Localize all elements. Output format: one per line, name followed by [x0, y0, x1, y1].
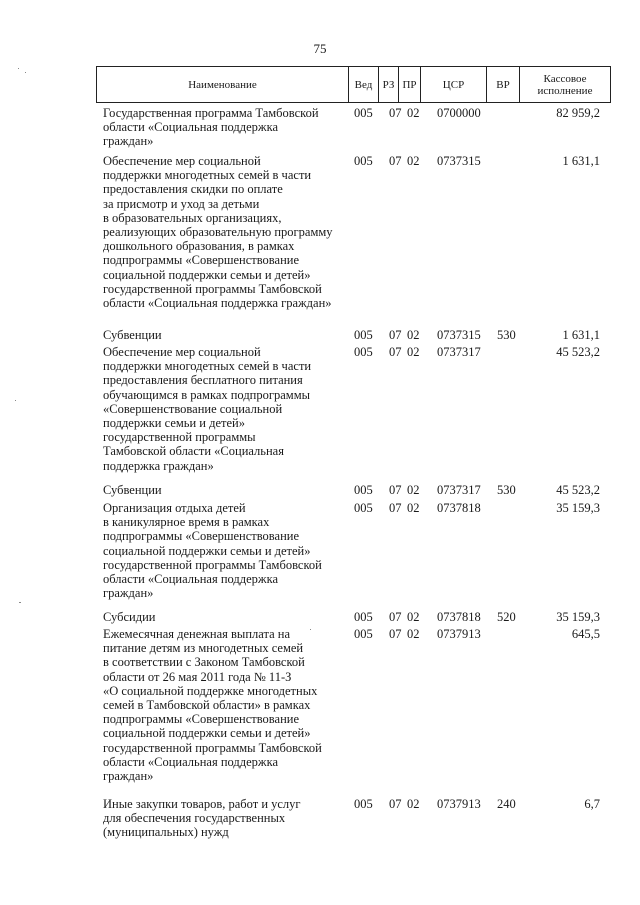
row-name: Субсидии	[103, 610, 156, 624]
row-ved: 005	[354, 627, 373, 641]
row-vr: 240	[497, 797, 516, 811]
header-kassovoe: Кассовое исполнение	[519, 67, 610, 102]
header-vr: ВР	[486, 67, 519, 102]
row-pr: 02	[407, 345, 420, 359]
row-ved: 005	[354, 345, 373, 359]
row-ved: 005	[354, 154, 373, 168]
row-name: Государственная программа Тамбовской области «Социальная поддержка граждан»	[103, 106, 319, 149]
row-vr: 520	[497, 610, 516, 624]
scan-speck	[25, 72, 26, 73]
row-amount: 1 631,1	[562, 154, 600, 168]
row-rz: 07	[389, 154, 402, 168]
row-vr: 530	[497, 328, 516, 342]
row-rz: 07	[389, 345, 402, 359]
row-rz: 07	[389, 501, 402, 515]
header-name: Наименование	[188, 78, 257, 91]
row-ved: 005	[354, 797, 373, 811]
row-name: Субвенции	[103, 328, 162, 342]
row-pr: 02	[407, 627, 420, 641]
row-csr: 0737315	[437, 328, 481, 342]
row-rz: 07	[389, 797, 402, 811]
row-amount: 82 959,2	[556, 106, 600, 120]
header-rz: РЗ	[378, 67, 398, 102]
row-amount: 35 159,3	[556, 610, 600, 624]
page-number: 75	[313, 41, 327, 56]
row-pr: 02	[407, 501, 420, 515]
row-name: Ежемесячная денежная выплата на питание детям из многодетных семей в соответствии с Законом Тамбовской области от 26 мая 2011 года № 11-З «О социальной поддержке многодетных семей в Тамбовской области» в рамках подпрограммы «Совершенствование социальной поддержки семьи и детей» государственной программы Тамбовской области «Социальная поддержка граждан»	[103, 627, 322, 784]
row-csr: 0737317	[437, 345, 481, 359]
row-name: Обеспечение мер социальной поддержки многодетных семей в части предоставления бесплатного питания обучающимся в рамках подпрограммы «Совершенствование социальной поддержки семьи и детей» государственной программы Тамбовской области «Социальная поддержка граждан»	[103, 345, 312, 473]
row-ved: 005	[354, 501, 373, 515]
row-amount: 35 159,3	[556, 501, 600, 515]
row-rz: 07	[389, 627, 402, 641]
table-header	[96, 66, 611, 103]
row-amount: 645,5	[571, 627, 600, 641]
row-vr: 530	[497, 483, 516, 497]
row-csr: 0737317	[437, 483, 481, 497]
row-amount: 45 523,2	[556, 345, 600, 359]
scan-speck	[18, 68, 19, 69]
row-csr: 0737315	[437, 154, 481, 168]
row-rz: 07	[389, 483, 402, 497]
scan-speck	[15, 400, 16, 401]
row-name: Обеспечение мер социальной поддержки многодетных семей в части предоставления скидки по оплате за присмотр и уход за детьми в образовательных организациях, реализующих образовательную программу дошкольного образования, в рамках подпрограммы «Совершенствование социальной поддержки семьи и детей» государственной программы Тамбовской области «Социальная поддержка граждан»	[103, 154, 333, 311]
row-ved: 005	[354, 483, 373, 497]
row-amount: 45 523,2	[556, 483, 600, 497]
header-ved: Вед	[348, 67, 378, 102]
scan-speck	[310, 629, 311, 630]
row-pr: 02	[407, 154, 420, 168]
row-amount: 6,7	[584, 797, 600, 811]
row-pr: 02	[407, 106, 420, 120]
row-pr: 02	[407, 610, 420, 624]
row-pr: 02	[407, 797, 420, 811]
row-pr: 02	[407, 483, 420, 497]
row-name: Субвенции	[103, 483, 162, 497]
row-ved: 005	[354, 106, 373, 120]
row-csr: 0737818	[437, 610, 481, 624]
row-csr: 0737818	[437, 501, 481, 515]
row-csr: 0737913	[437, 627, 481, 641]
row-csr: 0737913	[437, 797, 481, 811]
scan-speck	[19, 602, 21, 603]
row-rz: 07	[389, 106, 402, 120]
row-ved: 005	[354, 328, 373, 342]
row-pr: 02	[407, 328, 420, 342]
row-name: Иные закупки товаров, работ и услуг для обеспечения государственных (муниципальных) нужд	[103, 797, 301, 840]
row-rz: 07	[389, 328, 402, 342]
header-csr: ЦСР	[420, 67, 486, 102]
row-amount: 1 631,1	[562, 328, 600, 342]
row-csr: 0700000	[437, 106, 481, 120]
row-rz: 07	[389, 610, 402, 624]
row-name: Организация отдыха детей в каникулярное время в рамках подпрограммы «Совершенствование социальной поддержки семьи и детей» государственной программы Тамбовской области «Социальная поддержка граждан»	[103, 501, 322, 601]
row-ved: 005	[354, 610, 373, 624]
header-pr: ПР	[398, 67, 420, 102]
